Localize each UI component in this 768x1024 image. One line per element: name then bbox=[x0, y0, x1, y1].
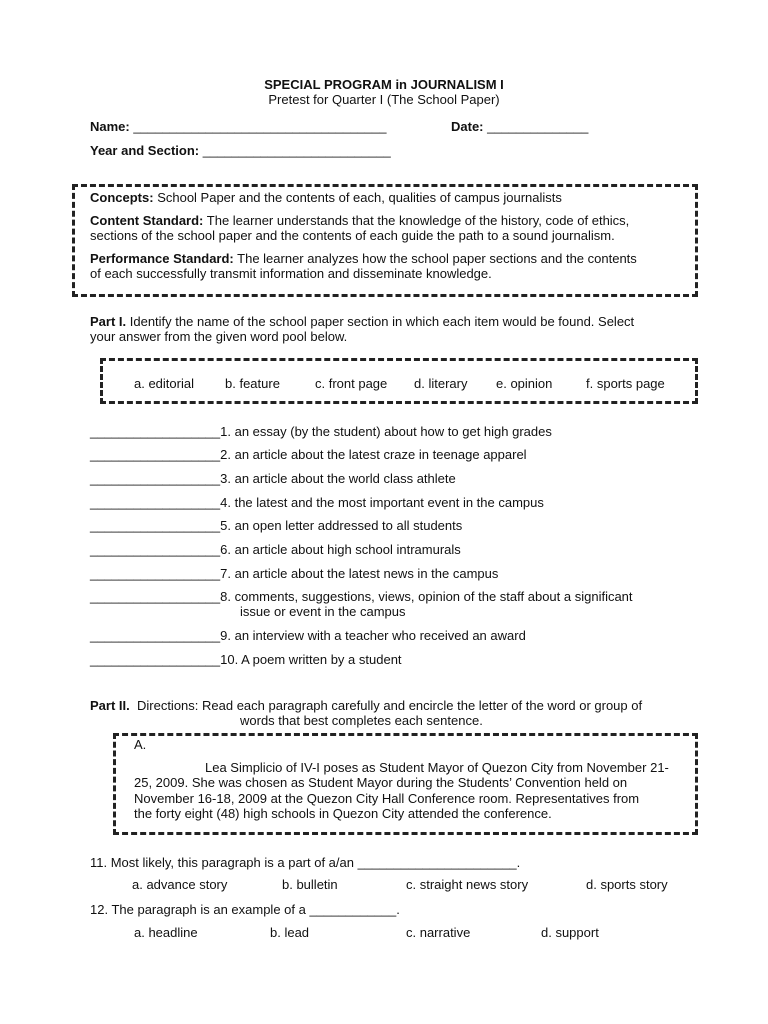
word-pool-option: b. feature bbox=[225, 376, 280, 391]
part1-item bbox=[90, 471, 456, 486]
passage-letter: A. bbox=[134, 737, 147, 752]
performance-standard-text-2: of each successfully transmit information and disseminate knowledge. bbox=[90, 266, 492, 281]
item-text: 4. the latest and the most important event in the campus bbox=[220, 495, 544, 510]
answer-blank[interactable]: __________________ bbox=[90, 447, 221, 462]
part1-instructions bbox=[90, 314, 690, 344]
passage-line: Lea Simplicio of IV-I poses as Student Mayor of Quezon City from November 21- bbox=[205, 760, 669, 775]
document-subtitle: Pretest for Quarter I (The School Paper) bbox=[268, 92, 500, 107]
year-section-field[interactable] bbox=[90, 143, 391, 158]
answer-blank[interactable]: __________________ bbox=[90, 518, 221, 533]
name-label: Name: bbox=[90, 119, 130, 134]
item-text: 5. an open letter addressed to all students bbox=[220, 518, 463, 533]
date-line[interactable]: ______________ bbox=[487, 119, 589, 134]
content-standard bbox=[90, 213, 690, 243]
performance-standard-label: Performance Standard: bbox=[90, 251, 234, 266]
q12-option-b[interactable]: b. lead bbox=[270, 925, 310, 940]
year-section-label: Year and Section: bbox=[90, 143, 200, 158]
year-section-line[interactable]: __________________________ bbox=[202, 143, 391, 158]
item-text: 1. an essay (by the student) about how to get high grades bbox=[220, 424, 552, 439]
content-standard-text-1: The learner understands that the knowledge of the history, code of ethics, bbox=[206, 213, 630, 228]
part1-item bbox=[90, 518, 462, 533]
word-pool-option: c. front page bbox=[315, 376, 388, 391]
part1-item bbox=[90, 566, 498, 581]
q11-option-d[interactable]: d. sports story bbox=[586, 877, 668, 892]
part2-directions-line-2: words that best completes each sentence. bbox=[240, 713, 483, 728]
name-field[interactable] bbox=[90, 119, 386, 134]
question-12: 12. The paragraph is an example of a ____________. bbox=[90, 902, 400, 917]
part1-instructions-line-1: Identify the name of the school paper section in which each item would be found. Select bbox=[129, 314, 635, 329]
document-title: SPECIAL PROGRAM in JOURNALISM I bbox=[264, 77, 504, 92]
answer-blank[interactable]: __________________ bbox=[90, 424, 221, 439]
passage-line: November 16-18, 2009 at the Quezon City Hall Conference room. Representatives from bbox=[134, 791, 640, 806]
item-text: 8. comments, suggestions, views, opinion of the staff about a significant bbox=[220, 589, 633, 604]
name-line[interactable]: ___________________________________ bbox=[133, 119, 387, 134]
word-pool-option: f. sports page bbox=[586, 376, 665, 391]
answer-blank[interactable]: __________________ bbox=[90, 652, 221, 667]
q11-option-b[interactable]: b. bulletin bbox=[282, 877, 338, 892]
item-text: 3. an article about the world class athlete bbox=[220, 471, 456, 486]
answer-blank[interactable]: __________________ bbox=[90, 566, 221, 581]
item-text: 6. an article about high school intramurals bbox=[220, 542, 461, 557]
part1-instructions-line-2: your answer from the given word pool below. bbox=[90, 329, 348, 344]
part1-item bbox=[90, 652, 402, 667]
answer-blank[interactable]: __________________ bbox=[90, 495, 221, 510]
question-11: 11. Most likely, this paragraph is a part of a/an ______________________. bbox=[90, 855, 521, 870]
part2-directions bbox=[90, 698, 642, 713]
standards-content bbox=[90, 190, 690, 281]
answer-blank[interactable]: __________________ bbox=[90, 628, 221, 643]
performance-standard bbox=[90, 251, 690, 281]
part1-item bbox=[90, 589, 633, 604]
part1-item bbox=[90, 542, 461, 557]
passage-line: the forty eight (48) high schools in Quezon City attended the conference. bbox=[134, 806, 552, 821]
performance-standard-text-1: The learner analyzes how the school paper sections and the contents bbox=[237, 251, 637, 266]
content-standard-label: Content Standard: bbox=[90, 213, 204, 228]
item-text: 7. an article about the latest news in the campus bbox=[220, 566, 499, 581]
q11-option-c[interactable]: c. straight news story bbox=[406, 877, 529, 892]
concepts-line bbox=[90, 190, 690, 205]
item-text: 2. an article about the latest craze in teenage apparel bbox=[220, 447, 527, 462]
part1-label: Part I. bbox=[90, 314, 127, 329]
part2-directions-line-1: Directions: Read each paragraph carefully and encircle the letter of the word or group of bbox=[136, 698, 643, 713]
q12-option-d[interactable]: d. support bbox=[541, 925, 599, 940]
word-pool-option: a. editorial bbox=[134, 376, 194, 391]
part1-item bbox=[90, 495, 544, 510]
part1-item bbox=[90, 447, 527, 462]
q11-option-a[interactable]: a. advance story bbox=[132, 877, 228, 892]
word-pool-option: d. literary bbox=[414, 376, 468, 391]
part1-item bbox=[90, 424, 552, 439]
item-text: 9. an interview with a teacher who received an award bbox=[220, 628, 526, 643]
part1-item bbox=[90, 628, 526, 643]
passage-line: 25, 2009. She was chosen as Student Mayor during the Students’ Convention held on bbox=[134, 775, 628, 790]
concepts-text: School Paper and the contents of each, qualities of campus journalists bbox=[157, 190, 562, 205]
answer-blank[interactable]: __________________ bbox=[90, 589, 221, 604]
answer-blank[interactable]: __________________ bbox=[90, 542, 221, 557]
part2-label: Part II. bbox=[90, 698, 130, 713]
item-text: 10. A poem written by a student bbox=[220, 652, 402, 667]
date-field[interactable] bbox=[451, 119, 588, 134]
date-label: Date: bbox=[451, 119, 484, 134]
part1-item-continuation: issue or event in the campus bbox=[240, 604, 406, 619]
answer-blank[interactable]: __________________ bbox=[90, 471, 221, 486]
word-pool-option: e. opinion bbox=[496, 376, 553, 391]
concepts-label: Concepts: bbox=[90, 190, 154, 205]
q12-option-c[interactable]: c. narrative bbox=[406, 925, 471, 940]
content-standard-text-2: sections of the school paper and the contents of each guide the path to a sound journalism. bbox=[90, 228, 615, 243]
q12-option-a[interactable]: a. headline bbox=[134, 925, 198, 940]
